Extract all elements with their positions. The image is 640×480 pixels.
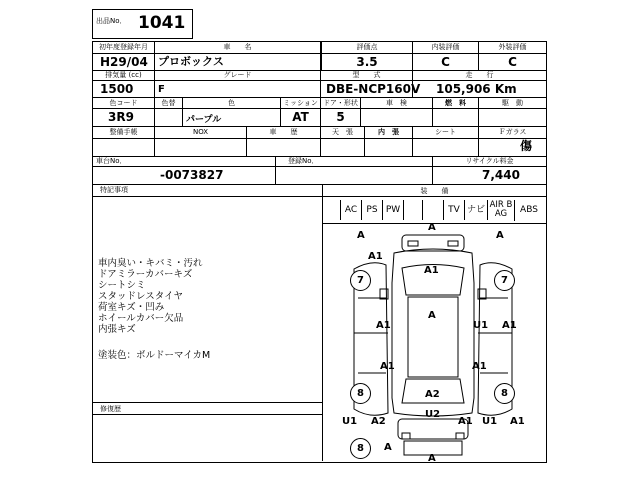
registration-label: 登録No． (288, 157, 319, 165)
chassis-label: 車台No． (96, 157, 127, 165)
damage-mark: A1 (380, 361, 395, 372)
model-label: 車 名 (223, 43, 252, 51)
damage-mark: A1 (376, 320, 391, 331)
tire-rear-left: 8 (350, 383, 371, 404)
damage-mark: A (357, 230, 365, 241)
damage-mark: U2 (425, 409, 441, 420)
spare-tire: 8 (350, 438, 371, 459)
engine-cc-value: 1500 (100, 82, 134, 96)
transmission-value: AT (292, 110, 309, 124)
equip-airbag: AIR BAG (488, 200, 515, 221)
grade-value: F (158, 84, 165, 95)
chassis-value: -0073827 (160, 168, 224, 182)
damage-mark: A1 (502, 320, 517, 331)
recycle-label: リサイクル料金 (465, 157, 514, 165)
lot-number: 1041 (138, 13, 186, 33)
equip-abs: ABS (520, 205, 538, 215)
damage-mark: A (428, 453, 436, 464)
damage-mark: U1 (473, 320, 489, 331)
color-change-label: 色替 (161, 99, 176, 107)
damage-mark: A1 (368, 251, 383, 262)
seat-label: シート (435, 128, 456, 136)
equip-cell (423, 200, 444, 220)
fuel-label: 燃 料 (445, 99, 466, 107)
model-code-value: DBE-NCP160V (326, 82, 421, 96)
exterior-grade-value: C (508, 55, 517, 69)
interior-trim-label: 内 張 (378, 128, 399, 136)
score-value: 3.5 (356, 55, 378, 69)
note-line: スタッドレスタイヤ (98, 291, 184, 302)
note-line: 荷室キズ・凹み (98, 302, 165, 313)
drive-label: 駆 動 (502, 99, 523, 107)
glass-label: Ｆガラス (498, 128, 527, 136)
color-label: 色 (228, 99, 235, 107)
mileage-value: 105,906 Km (436, 82, 517, 96)
damage-mark: A1 (458, 416, 473, 427)
interior-grade-label: 内装評価 (431, 43, 460, 51)
doors-value: 5 (336, 110, 345, 124)
model-value: プロボックス (158, 55, 224, 68)
damage-mark: A2 (425, 389, 440, 400)
tire-rear-right: 8 (494, 383, 515, 404)
damage-mark: A (428, 310, 436, 321)
color-code-label: 色コード (109, 99, 138, 107)
damage-mark: U1 (342, 416, 358, 427)
exterior-grade-label: 外装評価 (498, 43, 527, 51)
history-label: 車 歴 (269, 128, 298, 136)
equip-ps: PS (362, 200, 383, 220)
damage-mark: A1 (424, 265, 439, 276)
reg-date-label: 初年度登録年月 (99, 43, 148, 51)
paint-color-note: 塗装色：ボルドーマイカM (98, 350, 211, 361)
equip-cell (404, 200, 423, 220)
tire-front-left: 7 (350, 270, 371, 291)
notes-list (98, 258, 203, 335)
damage-mark: U1 (482, 416, 498, 427)
damage-mark: A (496, 230, 504, 241)
engine-cc-label: 排気量 (cc) (105, 71, 142, 79)
damage-mark: A1 (472, 361, 487, 372)
damage-mark: A (384, 442, 392, 453)
damage-mark: A1 (510, 416, 525, 427)
glass-value: 傷 (520, 139, 533, 153)
note-line: ホイールカバー欠品 (98, 313, 184, 324)
equipment-label: 装 備 (420, 187, 449, 195)
equip-tv: TV (444, 200, 465, 220)
damage-mark: A (428, 222, 436, 233)
tire-front-right: 7 (494, 270, 515, 291)
mileage-label: 走 行 (465, 71, 494, 79)
note-line: 内張キズ (98, 324, 136, 335)
model-code-label: 型 式 (352, 71, 381, 79)
color-value: パープル (186, 115, 222, 125)
notes-label: 特記事項 (100, 186, 128, 194)
manual-label: 整備手帳 (109, 128, 138, 136)
damage-mark: A2 (371, 416, 386, 427)
reg-date-value: H29/04 (100, 55, 148, 69)
repair-history-label: 修復歴 (100, 405, 121, 413)
inspection-label: 車 検 (386, 99, 407, 107)
equip-ac: AC (341, 200, 362, 220)
note-line: ドアミラーカバーキズ (98, 269, 193, 280)
lot-label: 出品No． (96, 17, 127, 25)
equip-cell (322, 200, 341, 220)
nox-label: NOX (192, 128, 209, 136)
recycle-value: 7,440 (482, 168, 520, 182)
doors-label: ドア・形状 (323, 99, 358, 107)
equipment-row (322, 200, 544, 222)
transmission-label: ミッション (283, 99, 318, 107)
interior-grade-value: C (441, 55, 450, 69)
note-line: シートシミ (98, 280, 146, 291)
note-line: 車内臭い・キバミ・汚れ (98, 258, 203, 269)
roof-label: 天 張 (332, 128, 353, 136)
grade-label: グレード (223, 71, 252, 79)
equip-pw: PW (383, 200, 404, 220)
equip-navi: ナビ (465, 200, 488, 220)
color-code-value: 3R9 (108, 110, 134, 124)
score-label: 評価点 (356, 43, 378, 51)
